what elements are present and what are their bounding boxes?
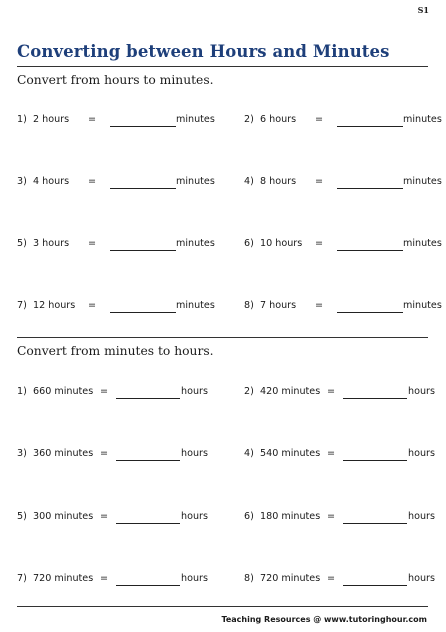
problem-given: 180 minutes — [260, 511, 321, 522]
problem-number: 4) — [244, 448, 254, 459]
equals-sign: = — [100, 386, 109, 397]
page-title: Converting between Hours and Minutes — [17, 42, 390, 61]
problem-number: 7) — [17, 573, 27, 584]
problem-number: 7) — [17, 300, 27, 311]
problem-number: 1) — [17, 386, 27, 397]
problem-given: 3 hours — [33, 238, 70, 249]
answer-unit: minutes — [403, 238, 442, 249]
answer-blank[interactable] — [337, 188, 403, 189]
answer-blank[interactable] — [343, 585, 407, 586]
answer-unit: minutes — [176, 238, 215, 249]
equals-sign: = — [315, 176, 324, 187]
equals-sign: = — [315, 238, 324, 249]
problem-given: 2 hours — [33, 114, 70, 125]
answer-blank[interactable] — [343, 398, 407, 399]
sheet-code: S1 — [417, 5, 429, 15]
answer-unit: hours — [181, 386, 208, 397]
answer-blank[interactable] — [343, 523, 407, 524]
footer-credit: Teaching Resources @ www.tutoringhour.com — [221, 615, 427, 624]
problem-number: 3) — [17, 448, 27, 459]
problem-given: 10 hours — [260, 238, 303, 249]
equals-sign: = — [88, 114, 97, 125]
equals-sign: = — [100, 448, 109, 459]
problem-given: 360 minutes — [33, 448, 94, 459]
equals-sign: = — [100, 511, 109, 522]
answer-unit: hours — [408, 573, 435, 584]
problem-item — [0, 448, 446, 464]
equals-sign: = — [315, 300, 324, 311]
problem-given: 300 minutes — [33, 511, 94, 522]
problem-item — [0, 238, 446, 254]
answer-unit: hours — [181, 448, 208, 459]
problem-given: 660 minutes — [33, 386, 94, 397]
answer-unit: hours — [408, 448, 435, 459]
answer-unit: minutes — [403, 300, 442, 311]
equals-sign: = — [315, 114, 324, 125]
answer-blank[interactable] — [337, 312, 403, 313]
problem-given: 7 hours — [260, 300, 297, 311]
answer-unit: hours — [181, 511, 208, 522]
equals-sign: = — [327, 573, 336, 584]
equals-sign: = — [88, 238, 97, 249]
problem-number: 3) — [17, 176, 27, 187]
answer-unit: minutes — [403, 114, 442, 125]
problem-item — [0, 114, 446, 130]
equals-sign: = — [88, 176, 97, 187]
problem-item — [0, 573, 446, 589]
problem-number: 2) — [244, 386, 254, 397]
problem-number: 8) — [244, 300, 254, 311]
problem-number: 6) — [244, 511, 254, 522]
problem-item — [0, 300, 446, 316]
answer-blank[interactable] — [337, 250, 403, 251]
answer-unit: hours — [408, 511, 435, 522]
equals-sign: = — [88, 300, 97, 311]
problem-number: 1) — [17, 114, 27, 125]
problem-number: 5) — [17, 238, 27, 249]
equals-sign: = — [100, 573, 109, 584]
title-rule — [17, 66, 428, 67]
problem-given: 12 hours — [33, 300, 76, 311]
answer-unit: hours — [181, 573, 208, 584]
answer-unit: minutes — [176, 300, 215, 311]
footer-rule — [17, 606, 428, 607]
section-1-instruction: Convert from hours to minutes. — [17, 73, 214, 87]
problem-number: 8) — [244, 573, 254, 584]
equals-sign: = — [327, 386, 336, 397]
problem-item — [0, 176, 446, 192]
problem-given: 420 minutes — [260, 386, 321, 397]
section-divider — [17, 337, 428, 338]
problem-given: 720 minutes — [33, 573, 94, 584]
answer-blank[interactable] — [343, 460, 407, 461]
problem-given: 540 minutes — [260, 448, 321, 459]
answer-unit: minutes — [176, 176, 215, 187]
answer-unit: minutes — [176, 114, 215, 125]
problem-number: 2) — [244, 114, 254, 125]
problem-item — [0, 386, 446, 402]
answer-unit: hours — [408, 386, 435, 397]
equals-sign: = — [327, 511, 336, 522]
problem-number: 4) — [244, 176, 254, 187]
problem-given: 4 hours — [33, 176, 70, 187]
answer-blank[interactable] — [337, 126, 403, 127]
problem-number: 6) — [244, 238, 254, 249]
section-2-instruction: Convert from minutes to hours. — [17, 344, 214, 358]
problem-item — [0, 511, 446, 527]
problem-number: 5) — [17, 511, 27, 522]
problem-given: 720 minutes — [260, 573, 321, 584]
answer-unit: minutes — [403, 176, 442, 187]
equals-sign: = — [327, 448, 336, 459]
problem-given: 6 hours — [260, 114, 297, 125]
problem-given: 8 hours — [260, 176, 297, 187]
